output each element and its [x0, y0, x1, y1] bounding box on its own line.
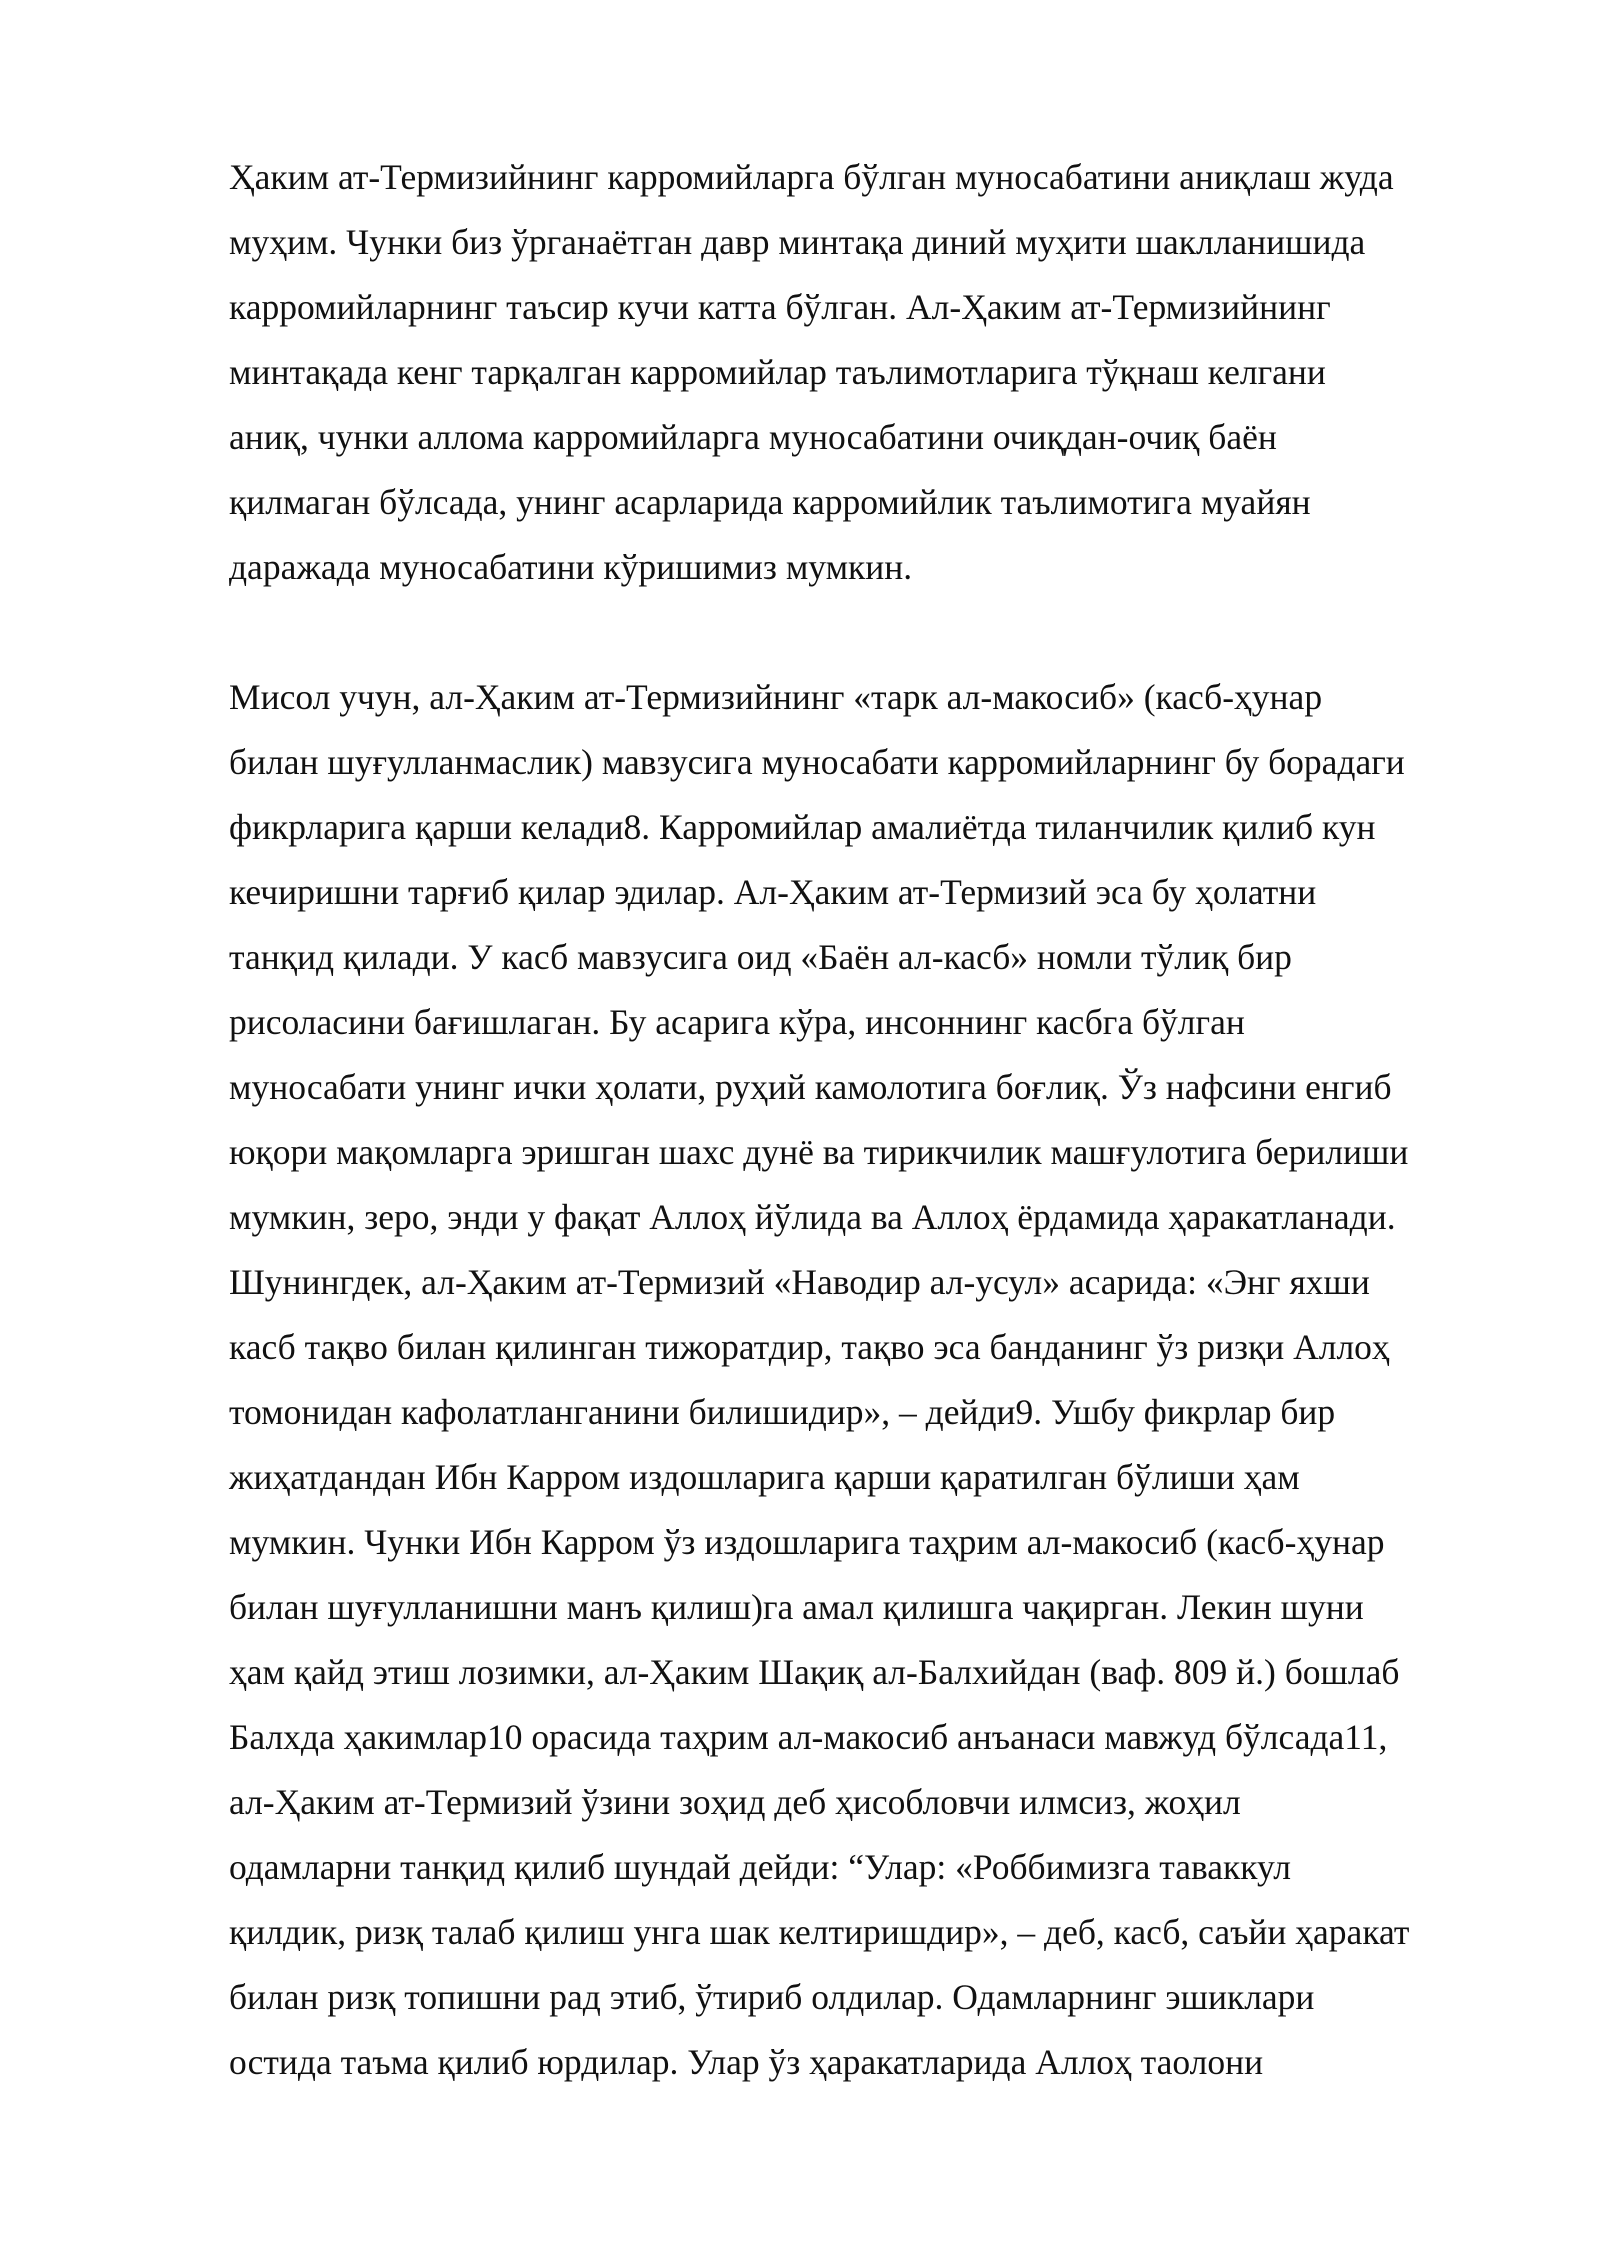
- text-line: мумкин, зеро, энди у фақат Аллоҳ йўлида ва Аллоҳ ёрдамида ҳаракатланади.: [229, 1197, 1396, 1237]
- text-line: қилмаган бўлсада, унинг асарларида карромийлик таълимотига муайян: [229, 482, 1311, 522]
- text-line: Мисол учун, ал-Ҳаким ат-Термизийнинг «тарк ал-макосиб» (касб-ҳунар: [229, 677, 1323, 717]
- text-line: ал-Ҳаким ат-Термизий ўзини зоҳид деб ҳисобловчи илмсиз, жоҳил: [229, 1782, 1241, 1822]
- text-line: қилдик, ризқ талаб қилиш унга шак келтиришдир», – деб, касб, саъйи ҳаракат: [229, 1912, 1410, 1952]
- text-line: жиҳатдандан Ибн Карром издошларига қарши қаратилган бўлиши ҳам: [229, 1457, 1300, 1497]
- text-line: билан ризқ топишни рад этиб, ўтириб олдилар. Одамларнинг эшиклари: [229, 1977, 1315, 2017]
- text-line: фикрларига қарши келади8. Карромийлар амалиётда тиланчилик қилиб кун: [229, 807, 1376, 847]
- text-line: билан шуғулланмаслик) мавзусига муносабати карромийларнинг бу борадаги: [229, 742, 1405, 782]
- text-line: ҳам қайд этиш лозимки, ал-Ҳаким Шақиқ ал-Балхийдан (ваф. 809 й.) бошлаб: [229, 1652, 1400, 1692]
- text-line: даражада муносабатини кўришимиз мумкин.: [229, 547, 913, 587]
- text-line: муҳим. Чунки биз ўрганаётган давр минтақа диний муҳити шаклланишида: [229, 222, 1366, 262]
- text-line: остида таъма қилиб юрдилар. Улар ўз ҳаракатларида Аллоҳ таолони: [229, 2042, 1264, 2082]
- text-line: билан шуғулланишни манъ қилиш)га амал қилишга чақирган. Лекин шуни: [229, 1587, 1364, 1627]
- paragraph-tark-al-makasib: [229, 665, 1519, 2095]
- text-line: аниқ, чунки аллома карромийларга муносабатини очиқдан-очиқ баён: [229, 417, 1277, 457]
- text-line: юқори мақомларга эришган шахс дунё ва тирикчилик машғулотига берилиши: [229, 1132, 1409, 1172]
- text-line: Балхда ҳакимлар10 орасида таҳрим ал-макосиб анъанаси мавжуд бўлсада11,: [229, 1717, 1388, 1757]
- text-line: карромийларнинг таъсир кучи катта бўлган. Ал-Ҳаким ат-Термизийнинг: [229, 287, 1331, 327]
- text-line: Шунингдек, ал-Ҳаким ат-Термизий «Наводир ал-усул» асарида: «Энг яхши: [229, 1262, 1370, 1302]
- text-line: рисоласини бағишлаган. Бу асарига кўра, инсоннинг касбга бўлган: [229, 1002, 1245, 1042]
- text-line: танқид қилади. У касб мавзусига оид «Баён ал-касб» номли тўлиқ бир: [229, 937, 1292, 977]
- text-line: томонидан кафолатланганини билишидир», – дейди9. Ушбу фикрлар бир: [229, 1392, 1336, 1432]
- paragraph-karramiyya-relation: [229, 145, 1519, 600]
- text-line: Ҳаким ат-Термизийнинг карромийларга бўлган муносабатини аниқлаш жуда: [229, 157, 1394, 197]
- text-line: муносабати унинг ички ҳолати, руҳий камолотига боғлиқ. Ўз нафсини енгиб: [229, 1067, 1392, 1107]
- text-line: одамларни танқид қилиб шундай дейди: “Улар: «Роббимизга таваккул: [229, 1847, 1291, 1887]
- text-line: кечиришни тарғиб қилар эдилар. Ал-Ҳаким ат-Термизий эса бу ҳолатни: [229, 872, 1317, 912]
- text-line: касб тақво билан қилинган тижоратдир, тақво эса банданинг ўз ризқи Аллоҳ: [229, 1327, 1390, 1367]
- text-line: мумкин. Чунки Ибн Карром ўз издошларига таҳрим ал-макосиб (касб-ҳунар: [229, 1522, 1385, 1562]
- text-line: минтақада кенг тарқалган карромийлар таълимотларига тўқнаш келгани: [229, 352, 1326, 392]
